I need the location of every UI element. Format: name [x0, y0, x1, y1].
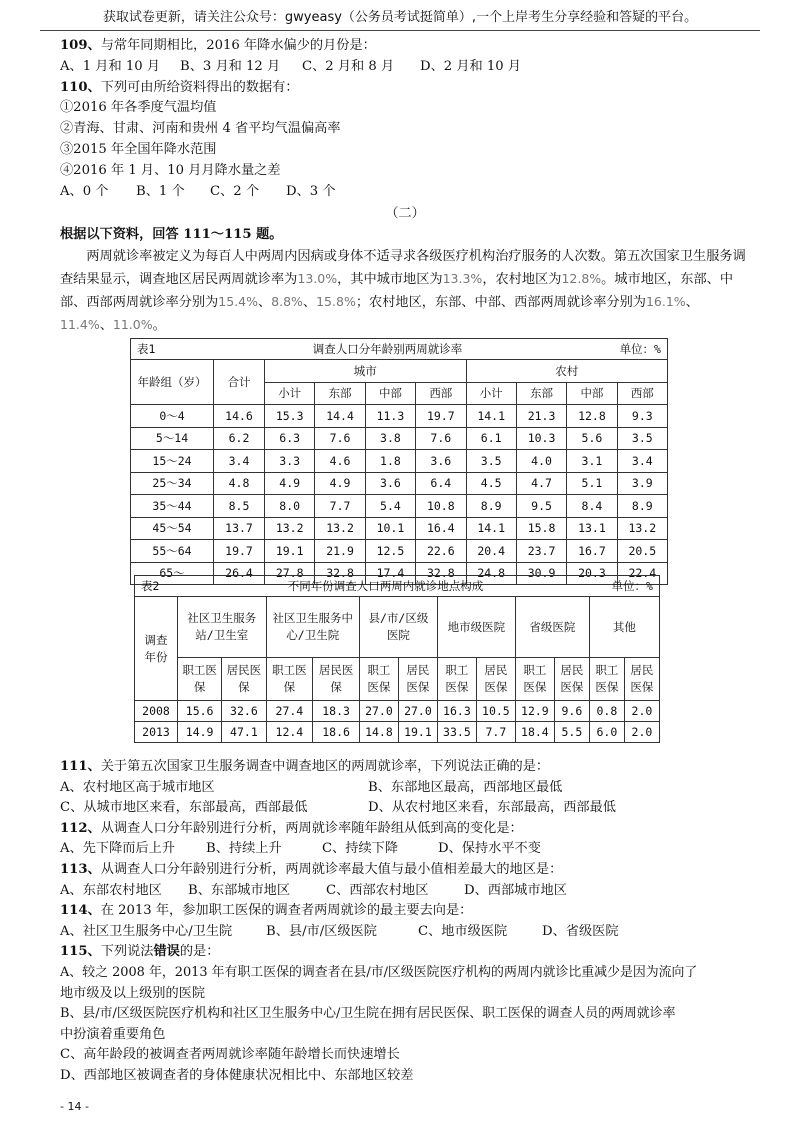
table1-value-cell: 14.1 — [466, 405, 516, 428]
table2-value-cell: 18.3 — [313, 701, 360, 722]
data-paragraph — [60, 246, 750, 337]
q110-stem — [60, 78, 750, 99]
table2-value-cell: 12.9 — [515, 701, 554, 722]
table2-sub-employee-insurance: 职工医保 — [178, 658, 222, 701]
q111-options-row2 — [60, 798, 760, 819]
q115-text-b: 的是： — [179, 944, 220, 960]
table1-value-cell: 4.9 — [265, 472, 315, 495]
q109-options — [60, 57, 750, 78]
q112-options — [60, 839, 760, 860]
table1-value-cell: 9.5 — [516, 495, 566, 518]
table2-label: 表2 — [141, 579, 160, 593]
para-value-1: 13.0% — [297, 270, 338, 286]
q115-text-a: 下列说法 — [100, 944, 154, 960]
table1-city-sub-3: 中部 — [365, 382, 415, 405]
q115-text-emphasis: 错误 — [153, 944, 180, 960]
table2-value-cell: 32.6 — [222, 701, 266, 722]
table1-rural-sub-2: 东部 — [516, 382, 566, 405]
q112-stem — [60, 819, 760, 840]
table1-value-cell: 5.1 — [567, 472, 617, 495]
table1-city-sub-1: 小计 — [265, 382, 315, 405]
para-value-6: 15.8% — [316, 293, 356, 309]
table2-value-cell: 5.5 — [554, 722, 589, 743]
table1-value-cell: 8.5 — [214, 495, 265, 518]
q113-option-d[interactable]: D、西部城市地区 — [464, 882, 567, 898]
table1-value-cell: 4.7 — [516, 472, 566, 495]
table2-value-cell: 27.0 — [359, 701, 398, 722]
table2-value-cell: 6.0 — [589, 722, 624, 743]
table1-value-cell: 1.8 — [365, 450, 415, 473]
table2-row — [135, 701, 660, 722]
table2-sub-employee-insurance: 职工医保 — [515, 658, 554, 701]
table2-value-cell: 33.5 — [437, 722, 476, 743]
table1-value-cell: 17.4 — [365, 562, 415, 585]
table1-rural-sub-4: 西部 — [617, 382, 667, 405]
table1-value-cell: 10.3 — [516, 427, 566, 450]
table1-age-cell: 35～44 — [131, 495, 214, 518]
section-intro: 根据以下资料，回答 111～115 题。 — [60, 227, 283, 243]
para-value-2: 13.3% — [442, 270, 483, 286]
table1-value-cell: 4.0 — [516, 450, 566, 473]
q110-item-4: ④2016 年 1 月、10 月月降水量之差 — [60, 162, 281, 178]
table2-sub-employee-insurance: 职工医保 — [589, 658, 624, 701]
q115-option-b-cont: 中扮演着重要角色 — [60, 1026, 166, 1042]
para-text-f: 。 — [152, 317, 166, 333]
table2-row — [135, 722, 660, 743]
table1-value-cell: 6.3 — [265, 427, 315, 450]
table1-value-cell: 14.1 — [466, 517, 516, 540]
table1-value-cell: 9.3 — [617, 405, 667, 428]
para-value-9: 11.0% — [112, 316, 153, 332]
table1-value-cell: 6.1 — [466, 427, 516, 450]
q109-option-a[interactable]: A、1 月和 10 月 — [60, 58, 161, 74]
table2-value-cell: 16.3 — [437, 701, 476, 722]
table1-value-cell: 3.8 — [365, 427, 415, 450]
table1-value-cell: 7.6 — [315, 427, 365, 450]
q113-option-c[interactable]: C、西部农村地区 — [326, 882, 429, 898]
table1-value-cell: 20.5 — [617, 540, 667, 563]
table2-caption — [135, 576, 660, 597]
table1-value-cell: 4.8 — [214, 472, 265, 495]
table2-value-cell: 14.8 — [359, 722, 398, 743]
q109-option-d[interactable]: D、2 月和 10 月 — [420, 58, 522, 74]
q111-options-row1 — [60, 778, 760, 799]
q110-options — [60, 182, 750, 203]
table1-value-cell: 23.7 — [516, 540, 566, 563]
table1-value-cell: 3.6 — [365, 472, 415, 495]
table1-unit: 单位：% — [619, 342, 661, 356]
q112-option-a[interactable]: A、先下降而后上升 — [60, 841, 176, 857]
table1-value-cell: 19.7 — [214, 540, 265, 563]
table2-sub-header-row — [135, 658, 660, 701]
table1-city-header: 城市 — [265, 360, 467, 383]
q112-option-c[interactable]: C、持续下降 — [322, 841, 399, 857]
table1-value-cell: 16.7 — [567, 540, 617, 563]
q114-option-b[interactable]: B、县/市/区级医院 — [266, 923, 377, 939]
table1-row — [131, 405, 668, 428]
q110-option-b[interactable]: B、1 个 — [136, 183, 185, 199]
table1 — [130, 338, 668, 585]
table2-sub-resident-insurance: 居民医保 — [222, 658, 266, 701]
para-value-3: 12.8% — [561, 270, 602, 286]
table1-value-cell: 13.7 — [214, 517, 265, 540]
table1-value-cell: 20.4 — [466, 540, 516, 563]
table2-value-cell: 47.1 — [222, 722, 266, 743]
q111-stem — [60, 757, 760, 778]
table1-value-cell: 32.8 — [315, 562, 365, 585]
table1-city-sub-2: 东部 — [315, 382, 365, 405]
q113-option-b[interactable]: B、东部城市地区 — [188, 882, 291, 898]
table1-row — [131, 450, 668, 473]
q114-stem — [60, 901, 760, 922]
q111-option-c[interactable]: C、从城市地区来看，东部最高，西部最低 — [60, 800, 308, 816]
table2-year-header: 调查年份 — [135, 597, 178, 701]
table1-body — [131, 405, 668, 585]
table1-value-cell: 16.4 — [416, 517, 466, 540]
table1-value-cell: 3.4 — [617, 450, 667, 473]
para-sep-1: 、 — [257, 294, 272, 310]
table2-group-3: 县/市/区级医院 — [359, 597, 437, 658]
q115-option-b[interactable]: B、县/市/区级医院医疗机构和社区卫生服务中心/卫生院在拥有居民医保、职工医保的调查人员的两周就诊率 — [60, 1006, 676, 1022]
table1-rural-header: 农村 — [466, 360, 668, 383]
q113-text: 从调查人口分年龄别进行分析，两周就诊率最大值与最小值相差最大的地区是： — [100, 861, 563, 877]
q111-option-a[interactable]: A、农村地区高于城市地区 — [60, 779, 215, 795]
table1-value-cell: 14.6 — [214, 405, 265, 428]
q113-stem — [60, 860, 760, 881]
q110-option-c[interactable]: C、2 个 — [210, 183, 260, 199]
q115-option-c[interactable]: C、高年龄段的被调查者两周就诊率随年龄增长而快速增长 — [60, 1047, 400, 1063]
para-text-c: ，农村地区为 — [482, 271, 562, 287]
para-value-7: 16.1% — [645, 293, 686, 309]
lower-content — [60, 757, 760, 1087]
table2-group-2: 社区卫生服务中心/卫生院 — [266, 597, 359, 658]
q114-option-d[interactable]: D、省级医院 — [542, 923, 619, 939]
page-header: 获取试卷更新，请关注公众号：gwyeasy（公务员考试挺简单）,一个上岸考生分享经验和答疑的平台。 — [40, 8, 760, 31]
table1-value-cell: 12.5 — [365, 540, 415, 563]
para-text-e: ；农村地区，东部、中部、西部两周就诊率分别为 — [355, 294, 646, 310]
table1-value-cell: 3.6 — [416, 450, 466, 473]
q110-number: 110、 — [60, 79, 101, 95]
para-text-a: 两周就诊率被定义为每百人中两周内因病或身体不适寻求各级医疗机构治疗服务的人次数。第五次国家卫生服务调查结果显示，调查地区居民两周就诊率为 — [60, 248, 746, 287]
q110-option-d[interactable]: D、3 个 — [286, 183, 336, 199]
q114-option-a[interactable]: A、社区卫生服务中心/卫生院 — [60, 923, 233, 939]
table1-age-cell: 65～ — [131, 562, 214, 585]
table1-rural-sub-1: 小计 — [466, 382, 516, 405]
table1-value-cell: 5.6 — [567, 427, 617, 450]
table2-value-cell: 18.4 — [515, 722, 554, 743]
table2-group-6: 其他 — [589, 597, 659, 658]
q115-stem — [60, 942, 760, 963]
para-value-8: 11.4% — [60, 316, 100, 332]
section-title: （二） — [385, 206, 425, 222]
q112-text: 从调查人口分年龄别进行分析，两周就诊率随年龄组从低到高的变化是： — [100, 820, 523, 836]
table1-value-cell: 22.6 — [416, 540, 466, 563]
table1-value-cell: 11.3 — [365, 405, 415, 428]
table2-value-cell: 14.9 — [178, 722, 222, 743]
q112-option-b[interactable]: B、持续上升 — [206, 841, 282, 857]
table2-sub-resident-insurance: 居民医保 — [624, 658, 659, 701]
q113-number: 113、 — [60, 861, 101, 877]
q115-option-d[interactable]: D、西部地区被调查者的身体健康状况相比中、东部地区较差 — [60, 1067, 414, 1083]
table1-total-header: 合计 — [214, 360, 265, 405]
q114-text: 在 2013 年，参加职工医保的调查者两周就诊的最主要去向是： — [100, 903, 473, 919]
table2-value-cell: 18.6 — [313, 722, 360, 743]
q111-number: 111、 — [60, 759, 101, 774]
table1-value-cell: 13.1 — [567, 517, 617, 540]
table1-value-cell: 10.1 — [365, 517, 415, 540]
table1-row — [131, 540, 668, 563]
table1-value-cell: 7.6 — [416, 427, 466, 450]
table2-body — [135, 701, 660, 743]
table2-value-cell: 15.6 — [178, 701, 222, 722]
table2-sub-resident-insurance: 居民医保 — [554, 658, 589, 701]
table1-row — [131, 517, 668, 540]
table1-value-cell: 3.5 — [466, 450, 516, 473]
table1-value-cell: 3.5 — [617, 427, 667, 450]
table2-value-cell: 7.7 — [476, 722, 515, 743]
table1-rural-sub-3: 中部 — [567, 382, 617, 405]
page-number: - 14 - — [60, 1100, 89, 1113]
table2-value-cell: 10.5 — [476, 701, 515, 722]
table1-value-cell: 7.7 — [315, 495, 365, 518]
table2-unit: 单位：% — [611, 579, 653, 593]
table1-value-cell: 13.2 — [265, 517, 315, 540]
para-value-4: 15.4% — [218, 293, 258, 309]
q110-item-3: ③2015 年全国年降水范围 — [60, 141, 217, 157]
q111-option-b[interactable]: B、东部地区最高，西部地区最低 — [368, 779, 563, 795]
para-text-b: ，其中城市地区为 — [337, 271, 443, 287]
para-sep-2: 、 — [302, 294, 317, 310]
q110-item-2: ②青海、甘肃、河南和贵州 4 省平均气温偏高率 — [60, 121, 341, 137]
table2-sub-employee-insurance: 职工医保 — [437, 658, 476, 701]
upper-content — [60, 36, 750, 337]
para-text-d: 。城市地区，东部、中部、西部两周就诊率分别为 — [60, 271, 734, 310]
table1-value-cell: 6.4 — [416, 472, 466, 495]
table1-age-header: 年龄组（岁） — [131, 360, 214, 405]
table1-value-cell: 8.4 — [567, 495, 617, 518]
table1-value-cell: 8.0 — [265, 495, 315, 518]
table1-value-cell: 3.4 — [214, 450, 265, 473]
table1-age-cell: 45～54 — [131, 517, 214, 540]
q110-option-a[interactable]: A、0 个 — [60, 183, 109, 199]
q111-option-d[interactable]: D、从农村地区来看，东部最高，西部最低 — [368, 800, 616, 816]
para-sep-3: 、 — [685, 294, 699, 310]
q109-text: 与常年同期相比，2016 年降水偏少的月份是： — [100, 38, 376, 53]
table1-value-cell: 8.9 — [617, 495, 667, 518]
table2-sub-resident-insurance: 居民医保 — [313, 658, 360, 701]
table2-group-1: 社区卫生服务站/卫生室 — [178, 597, 267, 658]
table2-value-cell: 9.6 — [554, 701, 589, 722]
table2-sub-employee-insurance: 职工医保 — [266, 658, 313, 701]
table1-value-cell: 15.3 — [265, 405, 315, 428]
table2-value-cell: 0.8 — [589, 701, 624, 722]
table1-value-cell: 4.9 — [315, 472, 365, 495]
q115-number: 115、 — [60, 944, 101, 960]
table1-value-cell: 3.3 — [265, 450, 315, 473]
table1-value-cell: 5.4 — [365, 495, 415, 518]
q115-option-a[interactable]: A、较之 2008 年，2013 年有职工医保的调查者在县/市/区级医院医疗机构的两周内就诊比重减少是因为流向了 — [60, 964, 698, 980]
table2-value-cell: 12.4 — [266, 722, 313, 743]
table1-value-cell: 19.1 — [265, 540, 315, 563]
table1-value-cell: 24.8 — [466, 562, 516, 585]
table1-value-cell: 21.3 — [516, 405, 566, 428]
table1-value-cell: 14.4 — [315, 405, 365, 428]
table1-city-sub-4: 西部 — [416, 382, 466, 405]
table2-group-4: 地市级医院 — [437, 597, 515, 658]
q109-option-c[interactable]: C、2 月和 8 月 — [302, 58, 395, 74]
table1-value-cell: 15.8 — [516, 517, 566, 540]
table1-value-cell: 19.7 — [416, 405, 466, 428]
table1-value-cell: 6.2 — [214, 427, 265, 450]
table2-title: 不同年份调查人口两周内就诊地点构成 — [287, 579, 484, 593]
table2-value-cell: 2.0 — [624, 701, 659, 722]
q111-text: 关于第五次国家卫生服务调查中调查地区的两周就诊率，下列说法正确的是： — [100, 759, 550, 774]
table2-year-cell: 2013 — [135, 722, 178, 743]
q115-option-a-cont: 地市级及以上级别的医院 — [60, 985, 206, 1001]
table1-value-cell: 12.8 — [567, 405, 617, 428]
table1-value-cell: 13.2 — [617, 517, 667, 540]
table2-year-cell: 2008 — [135, 701, 178, 722]
table1-value-cell: 22.4 — [617, 562, 667, 585]
table1-age-cell: 25～34 — [131, 472, 214, 495]
table2-group-5: 省级医院 — [515, 597, 589, 658]
table2-value-cell: 27.4 — [266, 701, 313, 722]
table1-value-cell: 8.9 — [466, 495, 516, 518]
q112-option-d[interactable]: D、保持水平不变 — [438, 841, 541, 857]
table1-age-cell: 55～64 — [131, 540, 214, 563]
table1-row — [131, 427, 668, 450]
table1-label: 表1 — [137, 342, 156, 356]
table2-sub-employee-insurance: 职工医保 — [359, 658, 398, 701]
table2-value-cell: 2.0 — [624, 722, 659, 743]
table1-value-cell: 4.6 — [315, 450, 365, 473]
table2-value-cell: 27.0 — [398, 701, 437, 722]
table1-age-cell: 5～14 — [131, 427, 214, 450]
table1-value-cell: 32.8 — [416, 562, 466, 585]
q113-options — [60, 881, 760, 902]
table1-value-cell: 4.5 — [466, 472, 516, 495]
q114-option-c[interactable]: C、地市级医院 — [418, 923, 508, 939]
table1-value-cell: 10.8 — [416, 495, 466, 518]
table1-value-cell: 3.9 — [617, 472, 667, 495]
table1-caption — [131, 339, 668, 360]
para-sep-4: 、 — [99, 317, 113, 333]
q114-number: 114、 — [60, 903, 101, 919]
q109-number: 109、 — [60, 38, 101, 53]
table1-title: 调查人口分年龄别两周就诊率 — [312, 342, 463, 356]
q112-number: 112、 — [60, 820, 101, 836]
table2-sub-resident-insurance: 居民医保 — [398, 658, 437, 701]
q114-options — [60, 922, 760, 943]
q109-stem — [60, 36, 750, 57]
table1-row — [131, 472, 668, 495]
q113-option-a[interactable]: A、东部农村地区 — [60, 882, 162, 898]
table1-value-cell: 3.1 — [567, 450, 617, 473]
q110-item-1: ①2016 年各季度气温均值 — [60, 100, 217, 116]
table1-value-cell: 26.4 — [214, 562, 265, 585]
table1-row — [131, 495, 668, 518]
table1-value-cell: 27.8 — [265, 562, 315, 585]
q109-option-b[interactable]: B、3 月和 12 月 — [180, 58, 281, 74]
table2-sub-resident-insurance: 居民医保 — [476, 658, 515, 701]
table1-value-cell: 21.9 — [315, 540, 365, 563]
table1-value-cell: 30.9 — [516, 562, 566, 585]
table1-age-cell: 0～4 — [131, 405, 214, 428]
table1-age-cell: 15～24 — [131, 450, 214, 473]
table2-value-cell: 19.1 — [398, 722, 437, 743]
table1-value-cell: 13.2 — [315, 517, 365, 540]
table2 — [134, 575, 660, 743]
table1-value-cell: 20.3 — [567, 562, 617, 585]
q110-text: 下列可由所给资料得出的数据有： — [100, 79, 299, 95]
para-value-5: 8.8% — [271, 293, 303, 309]
